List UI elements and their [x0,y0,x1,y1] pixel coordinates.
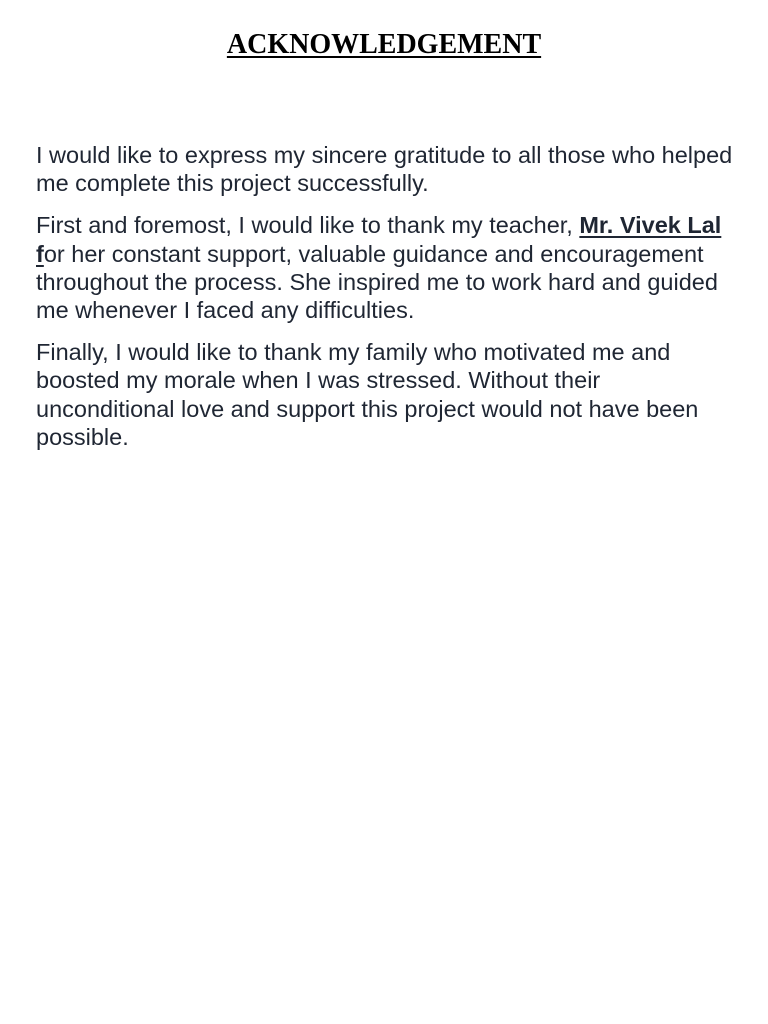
teacher-name: Mr. Vivek Lal f [36,212,722,267]
document-body [36,141,736,465]
paragraph-teacher-intro: First and foremost, I would like to thank my teacher, [36,212,580,239]
page-title: ACKNOWLEDGEMENT [226,29,542,60]
paragraph-teacher [36,211,736,324]
paragraph-teacher-rest: or her constant support, valuable guidance and encouragement throughout the process. She inspired me to work hard and guided me whenever I faced any difficulties. [36,240,718,324]
paragraph-gratitude: I would like to express my sincere gratitude to all those who helped me complete this project successfully. [36,142,733,197]
paragraph-family: Finally, I would like to thank my family who motivated me and boosted my morale when I was stressed. Without their unconditional love and support this project would not have been possible. [36,339,699,450]
